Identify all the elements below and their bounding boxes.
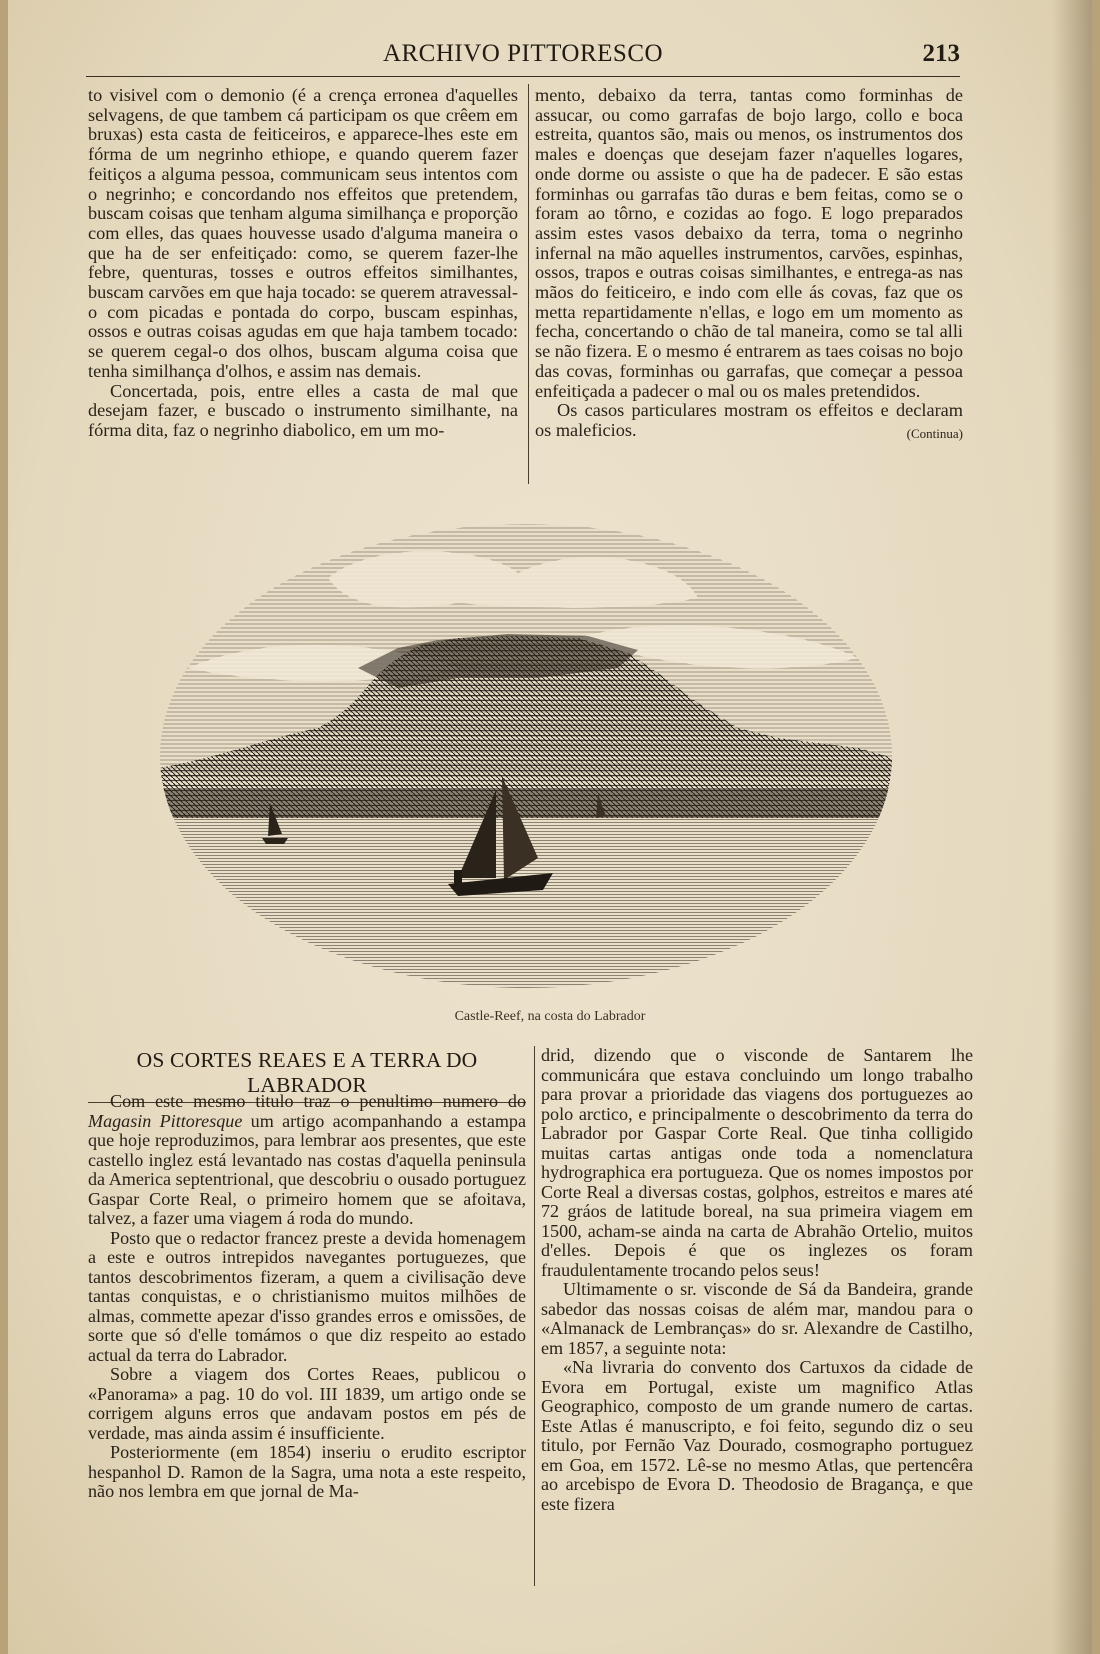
paragraph: to visivel com o demonio (é a crença erronea d'aquelles selvagens, de que tambem cá participam os que crêem em bruxas) esta casta de feiticeiros, e apparece-lhes este em fórma de um negrinho ethiope, e quando querem fazer feitiços a alguma pessoa, communicam seus intentos com o negrinho; e concordando nos effeitos que pretendem, buscam coisas que tenham alguma similhança e proporção com elles, das quaes houvesse usado d'alguma maneira o que ha de ser enfeitiçado: como, se querem fazer-lhe febre, quenturas, tosses e outros effeitos similhantes, buscam carvões em que haja tocado: se querem atravessal-o com picadas e pontada do corpo, buscam espinhas, ossos e outras coisas agudas em que haja tambem tocado: se querem cegal-o dos olhos, buscam alguma coisa que tenha similhança d'olhos, e assim nas demais.	[88, 85, 518, 381]
castle-reef-engraving	[158, 518, 894, 996]
publication-title: Magasin Pittoresque	[88, 1110, 243, 1131]
page-header	[86, 38, 960, 77]
paragraph-text: um artigo acompanhando a estampa que hoje reproduzimos, para lembrar aos presentes, que este castello inglez está levantado nas costas d'aquella peninsula da America septentrional, que descobriu o ousado portuguez Gaspar Corte Real, o primeiro homem que se afoitava, talvez, a fazer uma viagem á roda do mundo.	[88, 1110, 526, 1228]
paragraph: Concertada, pois, entre elles a casta de mal que desejam fazer, e buscado o instrumento similhante, na fórma dita, faz o negrinho diabolico, em um mo-	[88, 380, 518, 440]
article-title: OS CORTES REAES E A TERRA DO LABRADOR	[88, 1048, 526, 1103]
article-right-column	[541, 1046, 973, 1514]
continua-note: (Continua)	[906, 425, 963, 441]
paragraph	[88, 1092, 526, 1229]
page-edge-shadow	[1052, 0, 1092, 1654]
running-title: ARCHIVO PITTORESCO	[382, 40, 664, 67]
figure-caption: Castle-Reef, na costa do Labrador	[454, 1009, 646, 1024]
paragraph: Ultimamente o sr. visconde de Sá da Bandeira, grande sabedor das nossas coisas de além mar, mandou para o «Almanack de Lembranças» do sr. Alexandre de Castilho, em 1857, a seguinte nota:	[541, 1279, 973, 1358]
top-left-column	[88, 86, 518, 441]
paragraph	[535, 401, 963, 440]
paragraph-text: Os casos particulares mostram os effeitos e declaram os maleficios.	[535, 400, 963, 440]
engraving-illustration	[158, 518, 894, 996]
page-number: 213	[922, 40, 960, 67]
paragraph: «Na livraria do convento dos Cartuxos da cidade de Evora em Portugal, existe um magnifico Atlas Geographico, composto de um grande numero de cartas. Este Atlas é manuscripto, e foi feito, segundo diz o seu titulo, por Fernão Vaz Dourado, cosmographo portuguez em Goa, em 1572. Lê-se no mesmo Atlas, que pertencêra ao arcebispo de Evora D. Theodosio de Bragança, e que este fizera	[541, 1357, 973, 1514]
column-divider	[534, 1046, 535, 1586]
paragraph-text: Com este mesmo titulo traz o penultimo numero do	[110, 1091, 526, 1111]
paragraph: mento, debaixo da terra, tantas como forminhas de assucar, ou como garrafas de bojo largo, collo e boca estreita, quantos são, mais ou menos, os instrumentos dos males e doenças que desejam fazer n'aquelles logares, onde dorme ou assiste o que ha de padecer. E são estas forminhas ou garrafas tão duras e bem feitas, como se o foram ao tôrno, e cozidas ao fogo. E logo preparados assim estes vasos debaixo da terra, toma o negrinho infernal na mão aquelles instrumentos, carvões, espinhas, ossos, trapos e outras coisas similhantes, e entrega-as nas mãos do feiticeiro, e indo com elle ás covas, faz que os metta repartidamente n'ellas, e logo em um momento as fecha, concertando o chão de tal maneira, como se tal alli se não fizera. E o mesmo é entrarem as taes coisas no bojo das covas, forminhas ou garrafas, que começar a pessoa enfeitiçada a padecer o mal ou os males pretendidos.	[535, 85, 963, 401]
paragraph: Sobre a viagem dos Cortes Reaes, publicou o «Panorama» a pag. 10 do vol. III 1839, um artigo onde se corrigem alguns erros que andavam postos em pés de verdade, mas ainda assim é insufficiente.	[88, 1364, 526, 1443]
top-right-column	[535, 86, 963, 444]
article-left-column	[88, 1092, 526, 1502]
paragraph: drid, dizendo que o visconde de Santarem lhe communicára que estava concluindo um longo trabalho para provar a prioridade das viagens dos portuguezes ao polo arctico, e principalmente o descobrimento da terra do Labrador por Gaspar Corte Real. Que tinha colligido muitas cartas antigas onde toda a nomenclatura hydrographica era portugueza. Que os nomes impostos por Corte Real a diversas costas, golphos, estreitos e mares até 72 gráos de latitude boreal, na sua primeira viagem em 1500, acham-se ainda na carta de Abrahão Ortelio, muitos d'elles. Depois é que os inglezes os foram fraudulentamente trocando pelos seus!	[541, 1045, 973, 1280]
column-divider	[528, 84, 529, 484]
paragraph: Posto que o redactor francez preste a devida homenagem a este e outros intrepidos navegantes portuguezes, que tantos descobrimentos fizeram, a quem a civilisação deve tantas conquistas, e o christianismo muitos milhões de almas, commette apezar d'isso grandes erros e omissões, de sorte que só d'elle tomámos o que diz respeito ao estado actual da terra do Labrador.	[88, 1227, 526, 1365]
newspaper-page	[8, 0, 1092, 1654]
paragraph: Posteriormente (em 1854) inseriu o erudito escriptor hespanhol D. Ramon de la Sagra, uma nota a este respeito, não nos lembra em que jornal de Ma-	[88, 1442, 526, 1501]
